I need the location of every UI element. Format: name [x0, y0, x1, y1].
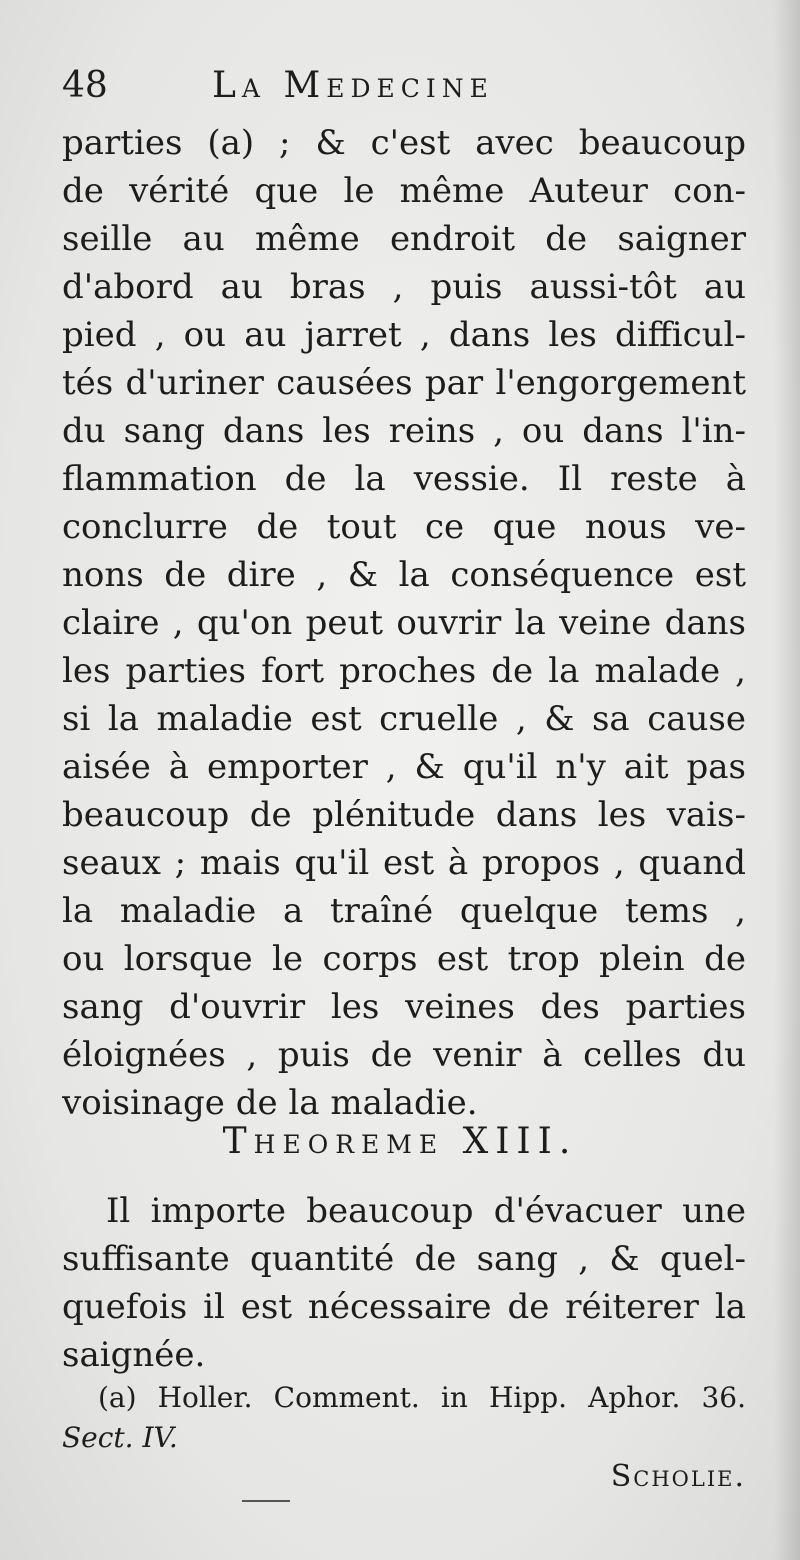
- body-line: sang d'ouvrir les veines des parties: [62, 987, 746, 1027]
- catchword: Scholie.: [610, 1459, 746, 1494]
- page-header: [62, 62, 622, 110]
- body-line: si la maladie est cruelle , & sa cause: [62, 699, 746, 739]
- body-line: de vérité que le même Auteur con-: [62, 171, 746, 211]
- body-line: seille au même endroit de saigner: [62, 219, 746, 259]
- theorem-line: quefois il est nécessaire de réiterer la: [62, 1287, 746, 1327]
- page-number: 48: [62, 65, 108, 106]
- body-line: claire , qu'on peut ouvrir la veine dans: [62, 603, 746, 643]
- ink-mark: [242, 1500, 290, 1502]
- body-line: flammation de la vessie. Il reste à: [62, 459, 746, 499]
- body-line: parties (a) ; & c'est avec beaucoup: [62, 123, 746, 163]
- body-line: les parties fort proches de la malade ,: [62, 651, 746, 691]
- footnote-line: (a) Holler. Comment. in Hipp. Aphor. 36.: [98, 1381, 746, 1414]
- body-line: aisée à emporter , & qu'il n'y ait pas: [62, 747, 746, 787]
- theorem-line: suffisante quantité de sang , & quel-: [62, 1239, 746, 1279]
- body-line: du sang dans les reins , ou dans l'in-: [62, 411, 746, 451]
- body-line: tés d'uriner causées par l'engorgement: [62, 363, 746, 403]
- body-line: éloignées , puis de venir à celles du: [62, 1035, 746, 1075]
- body-line: nons de dire , & la conséquence est: [62, 555, 746, 595]
- body-line: beaucoup de plénitude dans les vais-: [62, 795, 746, 835]
- theorem-line: Il importe beaucoup d'évacuer une: [106, 1191, 746, 1231]
- body-line: voisinage de la maladie.: [62, 1083, 478, 1123]
- theorem-heading: Theoreme XIII.: [222, 1121, 578, 1162]
- body-line: seaux ; mais qu'il est à propos , quand: [62, 843, 746, 883]
- body-line: pied , ou au jarret , dans les difficul-: [62, 315, 746, 355]
- page-edge-shadow: [774, 0, 800, 1560]
- body-line: d'abord au bras , puis aussi-tôt au: [62, 267, 746, 307]
- theorem-line: saignée.: [62, 1335, 206, 1375]
- body-line: ou lorsque le corps est trop plein de: [62, 939, 746, 979]
- body-line: la maladie a traîné quelque tems ,: [62, 891, 746, 931]
- running-title: La Medecine: [212, 65, 494, 106]
- body-line: conclurre de tout ce que nous ve-: [62, 507, 746, 547]
- footnote-line: Sect. IV.: [62, 1421, 178, 1454]
